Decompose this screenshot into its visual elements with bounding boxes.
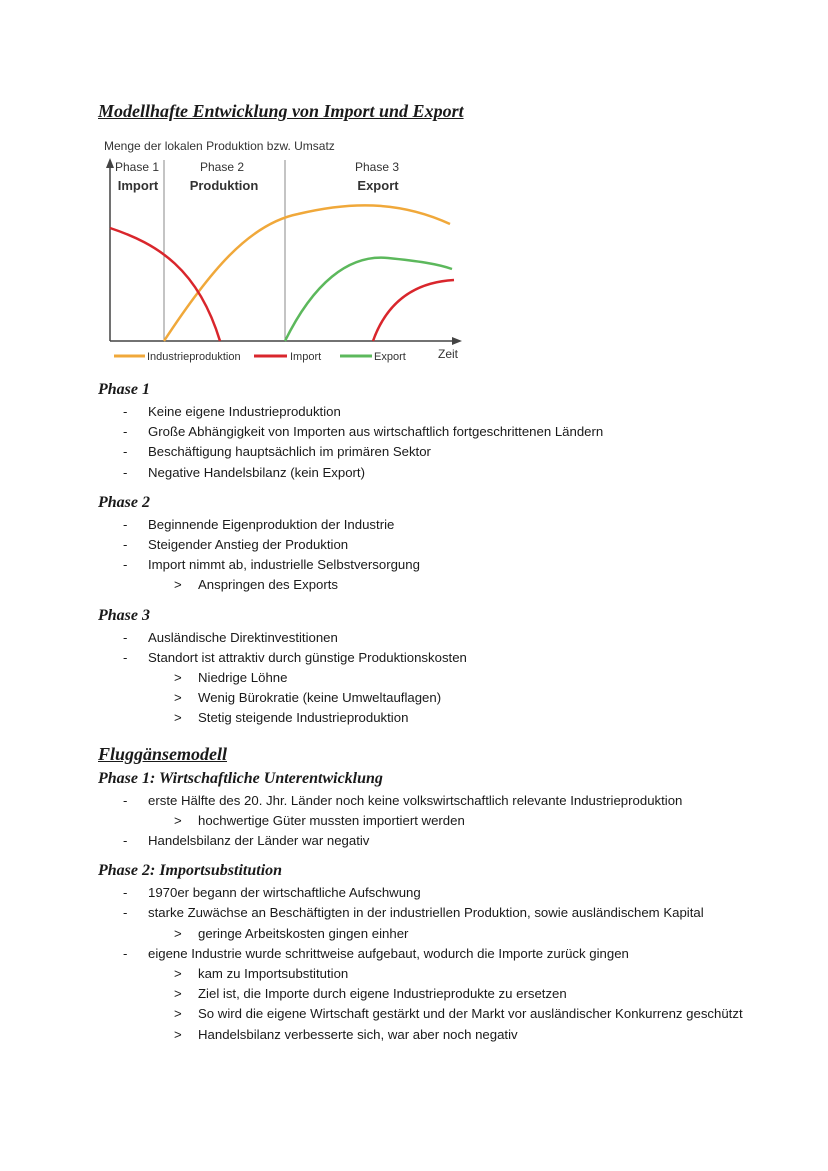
model-phase-section-1 bbox=[98, 767, 798, 852]
sub-bullet-item: > Ziel ist, die Importe durch eigene Industrieprodukte zu ersetzen bbox=[98, 984, 798, 1004]
industrieproduktion-curve bbox=[164, 205, 450, 341]
phase-2-name: Produktion bbox=[189, 178, 259, 193]
bullet-item: - eigene Industrie wurde schrittweise aufgebaut, wodurch die Importe zurück gingen bbox=[98, 944, 798, 964]
notes-content bbox=[98, 378, 798, 1053]
sub-bullet-item: > Handelsbilanz verbesserte sich, war aber noch negativ bbox=[98, 1025, 798, 1045]
bullet-item: - Steigender Anstieg der Produktion bbox=[98, 535, 798, 555]
y-axis-label: Menge der lokalen Produktion bzw. Umsatz bbox=[104, 139, 335, 153]
page-title: Modellhafte Entwicklung von Import und Export bbox=[98, 101, 464, 121]
sub-bullet-item: > Anspringen des Exports bbox=[98, 575, 798, 595]
phase-sections bbox=[98, 378, 798, 729]
sub-bullet-item: > geringe Arbeitskosten gingen einher bbox=[98, 924, 798, 944]
sub-bullet-item: > So wird die eigene Wirtschaft gestärkt und der Markt vor ausländischer Konkurrenz geschützt bbox=[98, 1004, 798, 1024]
bullet-item: - Import nimmt ab, industrielle Selbstversorgung bbox=[98, 555, 798, 575]
x-axis-label: Zeit bbox=[438, 347, 459, 361]
import-curve-phase-3 bbox=[373, 280, 454, 341]
bullet-item: - Ausländische Direktinvestitionen bbox=[98, 628, 798, 648]
sub-bullet-item: > Stetig steigende Industrieproduktion bbox=[98, 708, 798, 728]
bullet-item: - 1970er begann der wirtschaftliche Aufschwung bbox=[98, 883, 798, 903]
bullet-item: - erste Hälfte des 20. Jhr. Länder noch keine volkswirtschaftlich relevante Industrieproduktion bbox=[98, 791, 798, 811]
phase-section-1 bbox=[98, 378, 798, 483]
legend-export-label: Export bbox=[374, 351, 406, 363]
bullet-item: - starke Zuwächse an Beschäftigten in der industriellen Produktion, sowie ausländischem Kapital bbox=[98, 903, 798, 923]
y-axis-arrow bbox=[106, 158, 114, 168]
phase-heading-2: Phase 2 bbox=[98, 493, 150, 511]
phase-1-label: Phase 1 bbox=[114, 160, 160, 174]
fluggaensemodell-section bbox=[98, 741, 798, 1045]
sub-bullet-item: > Wenig Bürokratie (keine Umweltauflagen) bbox=[98, 688, 798, 708]
phase-3-name: Export bbox=[357, 178, 399, 193]
model-title: Fluggänsemodell bbox=[98, 743, 228, 764]
bullet-item: - Handelsbilanz der Länder war negativ bbox=[98, 831, 798, 851]
legend-import-label: Import bbox=[290, 351, 322, 363]
bullet-item: - Negative Handelsbilanz (kein Export) bbox=[98, 463, 798, 483]
bullet-item: - Keine eigene Industrieproduktion bbox=[98, 402, 798, 422]
phase-heading-3: Phase 3 bbox=[98, 606, 150, 624]
x-axis-arrow bbox=[452, 337, 462, 345]
sub-bullet-item: > Niedrige Löhne bbox=[98, 668, 798, 688]
legend-industrieproduktion-label: Industrieproduktion bbox=[147, 351, 241, 363]
bullet-item: - Beginnende Eigenproduktion der Industrie bbox=[98, 515, 798, 535]
export-curve bbox=[285, 258, 452, 341]
bullet-item: - Standort ist attraktiv durch günstige Produktionskosten bbox=[98, 648, 798, 668]
phase-1-name: Import bbox=[117, 178, 159, 193]
chart-svg bbox=[98, 134, 478, 374]
phase-section-2 bbox=[98, 491, 798, 596]
model-phase-heading-1: Phase 1: Wirtschaftliche Unterentwicklung bbox=[98, 769, 383, 787]
phase-section-3 bbox=[98, 604, 798, 729]
model-phase-section-2 bbox=[98, 859, 798, 1045]
import-export-chart bbox=[98, 134, 478, 374]
model-phase-sections bbox=[98, 767, 798, 1045]
model-phase-heading-2: Phase 2: Importsubstitution bbox=[98, 862, 283, 880]
sub-bullet-item: > kam zu Importsubstitution bbox=[98, 964, 798, 984]
bullet-item: - Beschäftigung hauptsächlich im primären Sektor bbox=[98, 442, 798, 462]
phase-3-label: Phase 3 bbox=[354, 160, 400, 174]
bullet-item: - Große Abhängigkeit von Importen aus wirtschaftlich fortgeschrittenen Ländern bbox=[98, 422, 798, 442]
sub-bullet-item: > hochwertige Güter mussten importiert werden bbox=[98, 811, 798, 831]
phase-heading-1: Phase 1 bbox=[98, 381, 150, 398]
phase-2-label: Phase 2 bbox=[199, 160, 245, 174]
